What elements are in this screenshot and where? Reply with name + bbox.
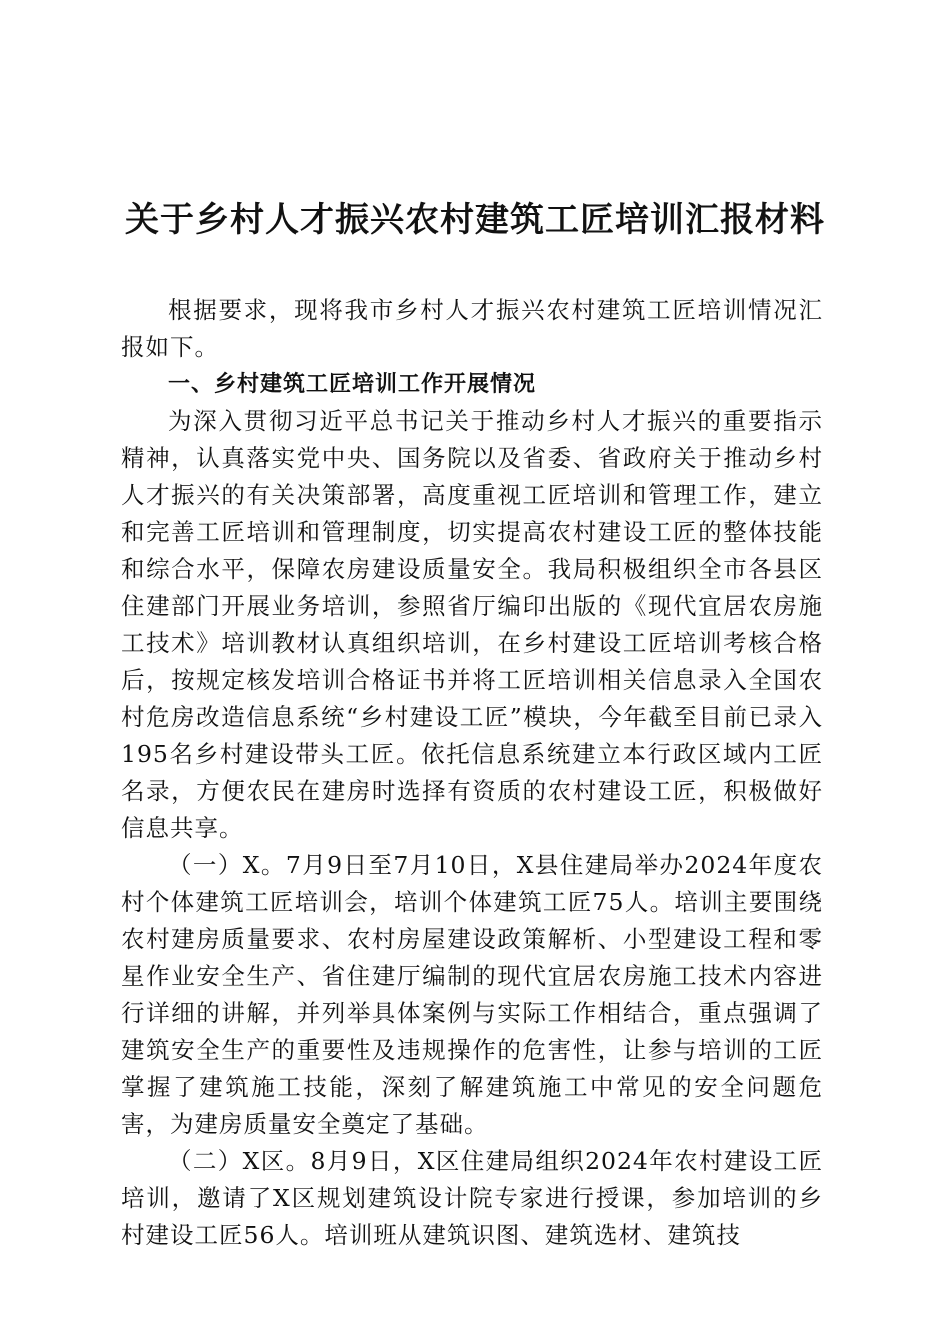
section-heading: 一、乡村建筑工匠培训工作开展情况	[168, 372, 537, 397]
section-paragraph: 为深入贯彻习近平总书记关于推动乡村人才振兴的重要指示精神，认真落实党中央、国务院以及省委、省政府关于推动乡村人才振兴的有关决策部署，高度重视工匠培训和管理工作，建立和完善工匠培训和管理制度，切实提高农村建设工匠的整体技能和综合水平，保障农房建设质量安全。我局积极组织全市各县区住建部门开展业务培训，参照省厅编印出版的《现代宜居农房施工技术》培训教材认真组织培训，在乡村建设工匠培训考核合格后，按规定核发培训合格证书并将工匠培训相关信息录入全国农村危房改造信息系统“乡村建设工匠”模块，今年截至目前已录入195名乡村建设带头工匠。依托信息系统建立本行政区域内工匠名录，方便农民在建房时选择有资质的农村建设工匠，积极做好信息共享。	[121, 407, 823, 842]
intro-paragraph: 根据要求，现将我市乡村人才振兴农村建筑工匠培训情况汇报如下。	[121, 296, 823, 361]
document-body	[121, 292, 823, 1254]
item-paragraph-1: （一）X。7月9日至7月10日，X县住建局举办2024年度农村个体建筑工匠培训会，培训个体建筑工匠75人。培训主要围绕农村建房质量要求、农村房屋建设政策解析、小型建设工程和零星作业安全生产、省住建厅编制的现代宜居农房施工技术内容进行详细的讲解，并列举具体案例与实际工作相结合，重点强调了建筑安全生产的重要性及违规操作的危害性，让参与培训的工匠掌握了建筑施工技能，深刻了解建筑施工中常见的安全问题危害，为建房质量安全奠定了基础。	[121, 851, 823, 1138]
item-paragraph-2: （二）X区。8月9日，X区住建局组织2024年农村建设工匠培训，邀请了X区规划建筑设计院专家进行授课，参加培训的乡村建设工匠56人。培训班从建筑识图、建筑选材、建筑技	[121, 1147, 823, 1249]
document-title: 关于乡村人才振兴农村建筑工匠培训汇报材料	[125, 200, 825, 240]
